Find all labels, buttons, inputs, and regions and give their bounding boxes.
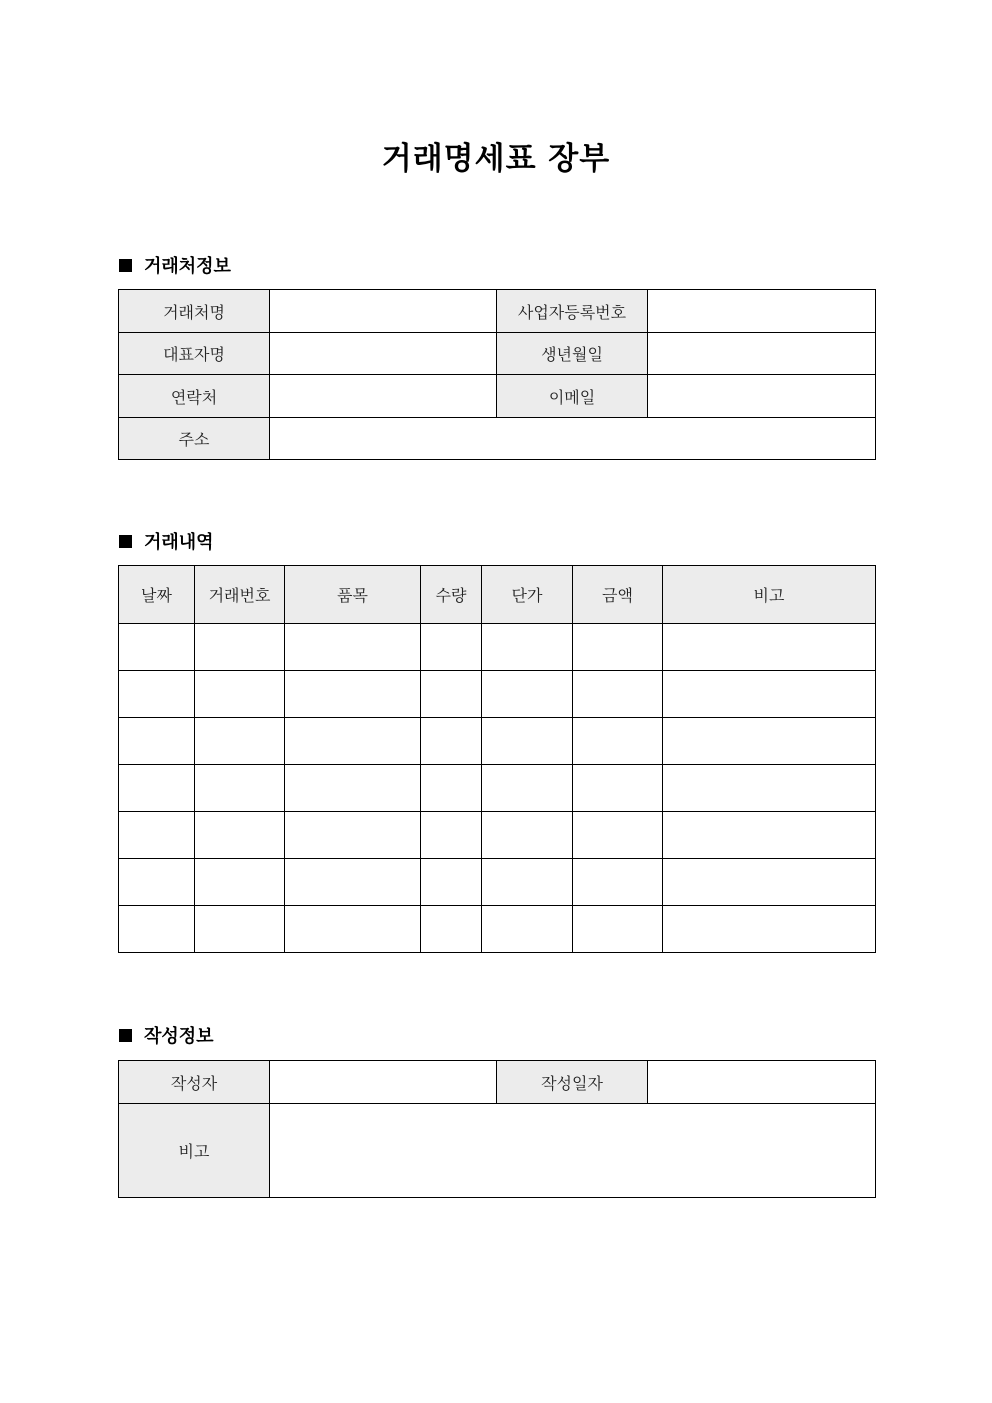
- cell-date[interactable]: [119, 906, 195, 953]
- cell-unit-price[interactable]: [482, 624, 573, 671]
- cell-date[interactable]: [119, 624, 195, 671]
- cell-unit-price[interactable]: [482, 859, 573, 906]
- cell-tx-no[interactable]: [195, 718, 285, 765]
- field-email[interactable]: [648, 375, 876, 418]
- field-remarks[interactable]: [270, 1104, 876, 1198]
- table-row: [119, 859, 876, 906]
- col-header-amount: 금액: [573, 566, 663, 624]
- table-row: [119, 624, 876, 671]
- cell-remarks[interactable]: [663, 859, 876, 906]
- cell-remarks[interactable]: [663, 906, 876, 953]
- cell-tx-no[interactable]: [195, 671, 285, 718]
- table-row: [119, 906, 876, 953]
- label-email: 이메일: [497, 375, 648, 418]
- label-representative: 대표자명: [119, 333, 270, 375]
- cell-date[interactable]: [119, 718, 195, 765]
- field-biz-no[interactable]: [648, 290, 876, 333]
- cell-amount[interactable]: [573, 624, 663, 671]
- cell-remarks[interactable]: [663, 671, 876, 718]
- field-writer[interactable]: [270, 1061, 497, 1104]
- table-row: [119, 812, 876, 859]
- table-header-row: [119, 566, 876, 624]
- col-header-item: 품목: [285, 566, 421, 624]
- cell-unit-price[interactable]: [482, 671, 573, 718]
- cell-amount[interactable]: [573, 718, 663, 765]
- section-heading-label: 거래처정보: [144, 256, 231, 277]
- table-row: [119, 765, 876, 812]
- cell-tx-no[interactable]: [195, 765, 285, 812]
- transactions-body: [119, 624, 876, 953]
- cell-date[interactable]: [119, 765, 195, 812]
- cell-tx-no[interactable]: [195, 906, 285, 953]
- section-heading-partner: [119, 253, 231, 277]
- cell-remarks[interactable]: [663, 718, 876, 765]
- label-biz-no: 사업자등록번호: [497, 290, 648, 333]
- field-contact[interactable]: [270, 375, 497, 418]
- section-heading-author: [119, 1023, 214, 1047]
- transactions-table: [118, 565, 876, 953]
- field-representative[interactable]: [270, 333, 497, 375]
- field-partner-name[interactable]: [270, 290, 497, 333]
- cell-amount[interactable]: [573, 906, 663, 953]
- col-header-unit-price: 단가: [482, 566, 573, 624]
- cell-tx-no[interactable]: [195, 859, 285, 906]
- cell-remarks[interactable]: [663, 812, 876, 859]
- square-bullet-icon: [119, 1029, 132, 1042]
- table-row: [119, 718, 876, 765]
- cell-amount[interactable]: [573, 812, 663, 859]
- cell-date[interactable]: [119, 859, 195, 906]
- section-heading-label: 거래내역: [144, 532, 214, 553]
- cell-item[interactable]: [285, 671, 421, 718]
- cell-qty[interactable]: [421, 718, 482, 765]
- square-bullet-icon: [119, 259, 132, 272]
- cell-amount[interactable]: [573, 765, 663, 812]
- cell-unit-price[interactable]: [482, 812, 573, 859]
- cell-item[interactable]: [285, 906, 421, 953]
- section-heading-transactions: [119, 529, 214, 553]
- cell-qty[interactable]: [421, 624, 482, 671]
- col-header-tx-no: 거래번호: [195, 566, 285, 624]
- col-header-remarks: 비고: [663, 566, 876, 624]
- field-written-date[interactable]: [648, 1061, 876, 1104]
- label-remarks: 비고: [119, 1104, 270, 1198]
- cell-qty[interactable]: [421, 859, 482, 906]
- square-bullet-icon: [119, 535, 132, 548]
- cell-item[interactable]: [285, 859, 421, 906]
- cell-item[interactable]: [285, 624, 421, 671]
- cell-item[interactable]: [285, 765, 421, 812]
- cell-remarks[interactable]: [663, 624, 876, 671]
- author-info-table: [118, 1060, 876, 1198]
- field-birth-date[interactable]: [648, 333, 876, 375]
- label-writer: 작성자: [119, 1061, 270, 1104]
- cell-qty[interactable]: [421, 812, 482, 859]
- page-title: 거래명세표 장부: [381, 141, 611, 177]
- cell-qty[interactable]: [421, 906, 482, 953]
- cell-amount[interactable]: [573, 671, 663, 718]
- partner-info-table: [118, 289, 876, 460]
- field-address[interactable]: [270, 418, 876, 460]
- cell-tx-no[interactable]: [195, 812, 285, 859]
- col-header-date: 날짜: [119, 566, 195, 624]
- cell-unit-price[interactable]: [482, 906, 573, 953]
- table-row: [119, 671, 876, 718]
- cell-date[interactable]: [119, 812, 195, 859]
- cell-date[interactable]: [119, 671, 195, 718]
- cell-unit-price[interactable]: [482, 765, 573, 812]
- label-birth-date: 생년월일: [497, 333, 648, 375]
- cell-unit-price[interactable]: [482, 718, 573, 765]
- cell-item[interactable]: [285, 718, 421, 765]
- col-header-qty: 수량: [421, 566, 482, 624]
- label-written-date: 작성일자: [497, 1061, 648, 1104]
- cell-remarks[interactable]: [663, 765, 876, 812]
- cell-amount[interactable]: [573, 859, 663, 906]
- label-address: 주소: [119, 418, 270, 460]
- label-partner-name: 거래처명: [119, 290, 270, 333]
- cell-item[interactable]: [285, 812, 421, 859]
- section-heading-label: 작성정보: [144, 1026, 214, 1047]
- cell-qty[interactable]: [421, 765, 482, 812]
- cell-qty[interactable]: [421, 671, 482, 718]
- cell-tx-no[interactable]: [195, 624, 285, 671]
- label-contact: 연락처: [119, 375, 270, 418]
